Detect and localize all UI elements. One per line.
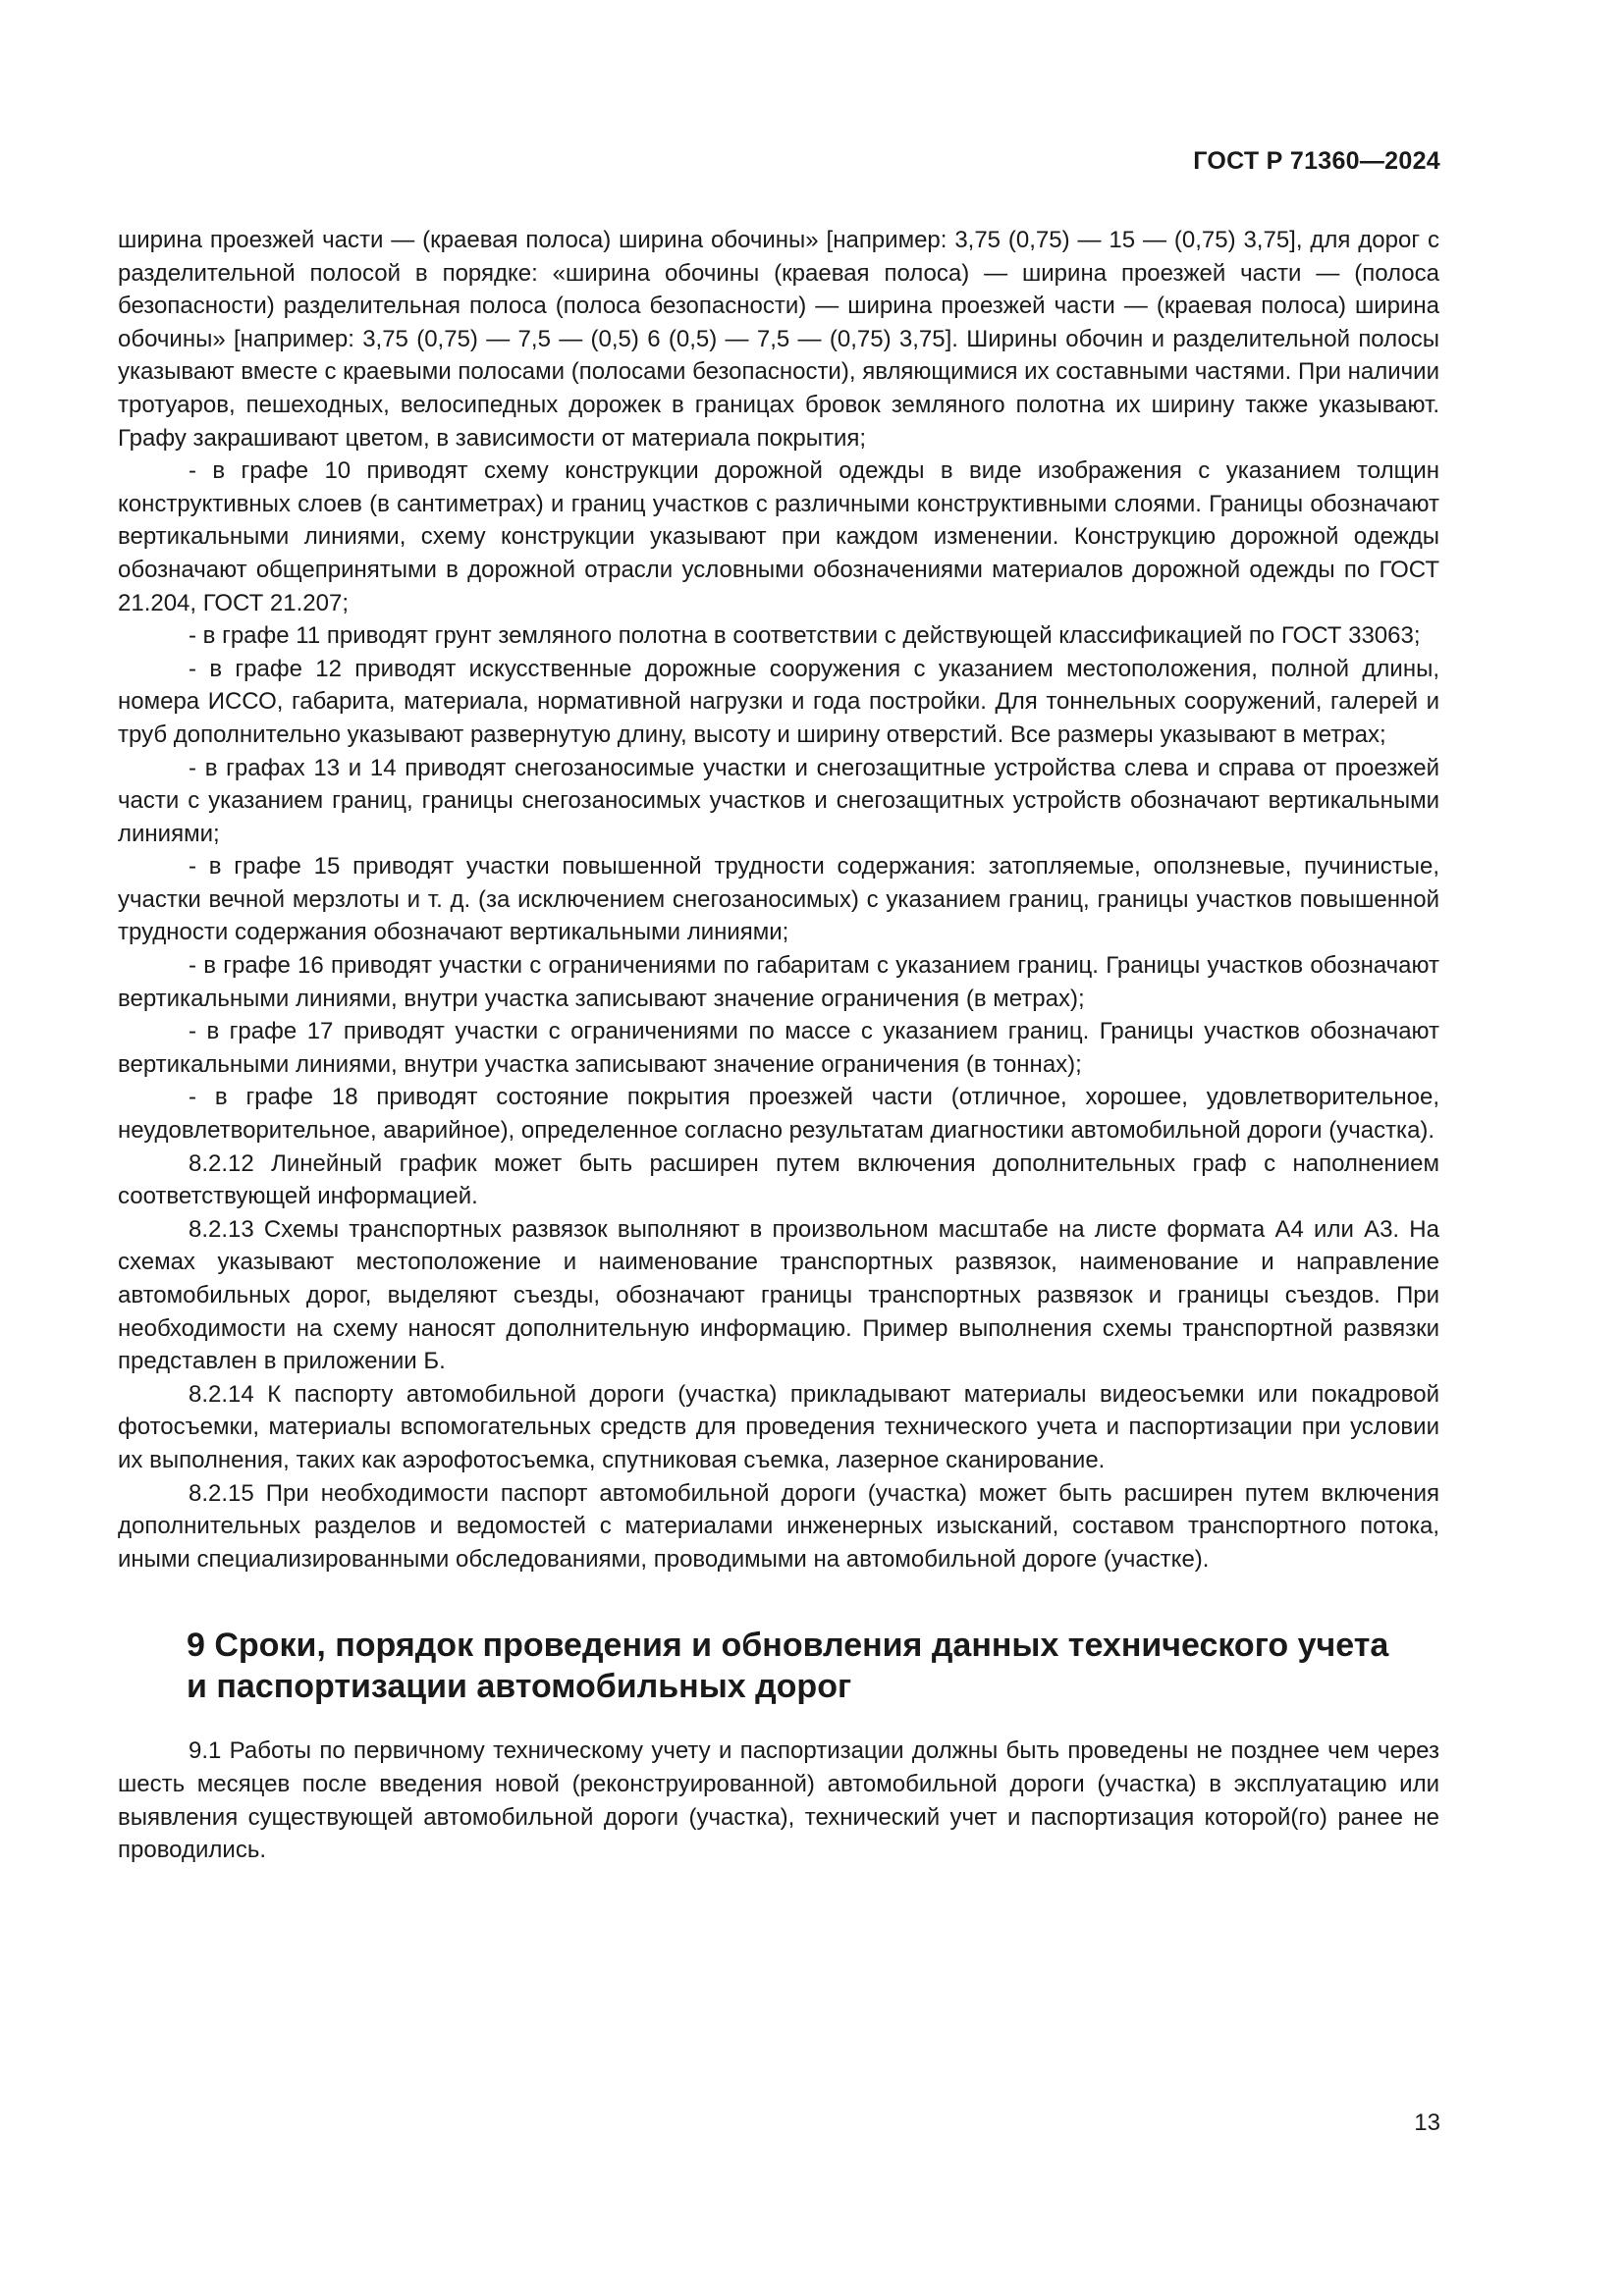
paragraph-9-1: 9.1 Работы по первичному техническому учету и паспортизации должны быть проведены не позднее чем через шесть месяцев после введения новой (реконструированной) автомобильной дороги (участка) в эксплуатацию или выявления существующей автомобильной дороги (участка), технический учет и паспортизация которой(го) ранее не проводились. [118,1737,1439,1864]
paragraph-column-10: - в графе 10 приводят схему конструкции дорожной одежды в виде изображения с указанием толщин конструктивных слоев (в сантиметрах) и границ участков с различными конструктивными слоями. Границы обозначают вертикальными линиями, схему конструкции указывают при каждом изменении. Конструкцию дорожной одежды обозначают общепринятыми в дорожной отрасли условными обозначениями материалов дорожной одежды по ГОСТ 21.204, ГОСТ 21.207; [118,457,1439,616]
section-9-heading [118,1625,1439,1707]
document-code: ГОСТ Р 71360—2024 [1193,147,1440,175]
paragraph-8-2-12: 8.2.12 Линейный график может быть расширен путем включения дополнительных граф с наполнением соответствующей информацией. [118,1149,1439,1210]
paragraph-column-18: - в графе 18 приводят состояние покрытия проезжей части (отличное, хорошее, удовлетворительное, неудовлетворительное, аварийное), определенное согласно результатам диагностики автомобильной дороги (участка). [118,1084,1439,1145]
page-number: 13 [1414,2109,1440,2136]
paragraph-column-16: - в графе 16 приводят участки с ограничениями по габаритам с указанием границ. Границы участков обозначают вертикальными линиями, внутри участка записывают значение ограничения (в метрах); [118,952,1439,1012]
paragraph-column-12: - в графе 12 приводят искусственные дорожные сооружения с указанием местоположения, полной длины, номера ИССО, габарита, материала, нормативной нагрузки и года постройки. Для тоннельных сооружений, галерей и труб дополнительно указывают развернутую длину, высоту и ширину отверстий. Все размеры указывают в метрах; [118,655,1439,748]
section-9-heading-line-2: и паспортизации автомобильных дорог [187,1668,852,1706]
document-body [118,224,1439,1867]
paragraph-8-2-15: 8.2.15 При необходимости паспорт автомобильной дороги (участка) может быть расширен путем включения дополнительных разделов и ведомостей с материалами инженерных изысканий, составом транспортного потока, иными специализированными обследованиями, проводимыми на автомобильной дороге (участке). [118,1479,1439,1573]
paragraph-column-15: - в графе 15 приводят участки повышенной трудности содержания: затопляемые, оползневые, пучинистые, участки вечной мерзлоты и т. д. (за исключением снегозаносимых) с указанием границ, границы участков повышенной трудности содержания обозначают вертикальными линиями; [118,853,1439,946]
paragraph-column-13-14: - в графах 13 и 14 приводят снегозаносимые участки и снегозащитные устройства слева и справа от проезжей части с указанием границ, границы снегозаносимых участков и снегозащитных устройств обозначают вертикальными линиями; [118,754,1439,847]
paragraph-8-2-13: 8.2.13 Схемы транспортных развязок выполняют в произвольном масштабе на листе формата А4 или А3. На схемах указывают местоположение и наименование транспортных развязок, наименование и направление автомобильных дорог, выделяют съезды, обозначают границы транспортных развязок и границы съездов. При необходимости на схему наносят дополнительную информацию. Пример выполнения схемы транспортной развязки представлен в приложении Б. [118,1215,1439,1375]
paragraph-column-11: - в графе 11 приводят грунт земляного полотна в соответствии с действующей классификацией по ГОСТ 33063; [189,622,1421,650]
paragraph-column-17: - в графе 17 приводят участки с ограничениями по массе с указанием границ. Границы участков обозначают вертикальными линиями, внутри участка записывают значение ограничения (в тоннах); [118,1018,1439,1078]
paragraph-road-width: ширина проезжей части — (краевая полоса) ширина обочины» [например: 3,75 (0,75) — 15 — (0,75) 3,75], для дорог с разделительной полосой в порядке: «ширина обочины (краевая полоса) — ширина проезжей части — (полоса безопасности) разделительная полоса (полоса безопасности) — ширина проезжей части — (краевая полоса) ширина обочины» [например: 3,75 (0,75) — 7,5 — (0,5) 6 (0,5) — 7,5 — (0,75) 3,75]. Ширины обочин и разделительной полосы указывают вместе с краевыми полосами (полосами безопасности), являющимися их составными частями. При наличии тротуаров, пешеходных, велосипедных дорожек в границах бровок земляного полотна их ширину также указывают. Графу закрашивают цветом, в зависимости от материала покрытия; [118,227,1439,452]
section-9-heading-line-1: 9 Сроки, порядок проведения и обновления данных технического учета [187,1627,1389,1665]
paragraph-8-2-14: 8.2.14 К паспорту автомобильной дороги (участка) прикладывают материалы видеосъемки или покадровой фотосъемки, материалы вспомогательных средств для проведения технического учета и паспортизации при условии их выполнения, таких как аэрофотосъемка, спутниковая съемка, лазерное сканирование. [118,1380,1439,1473]
